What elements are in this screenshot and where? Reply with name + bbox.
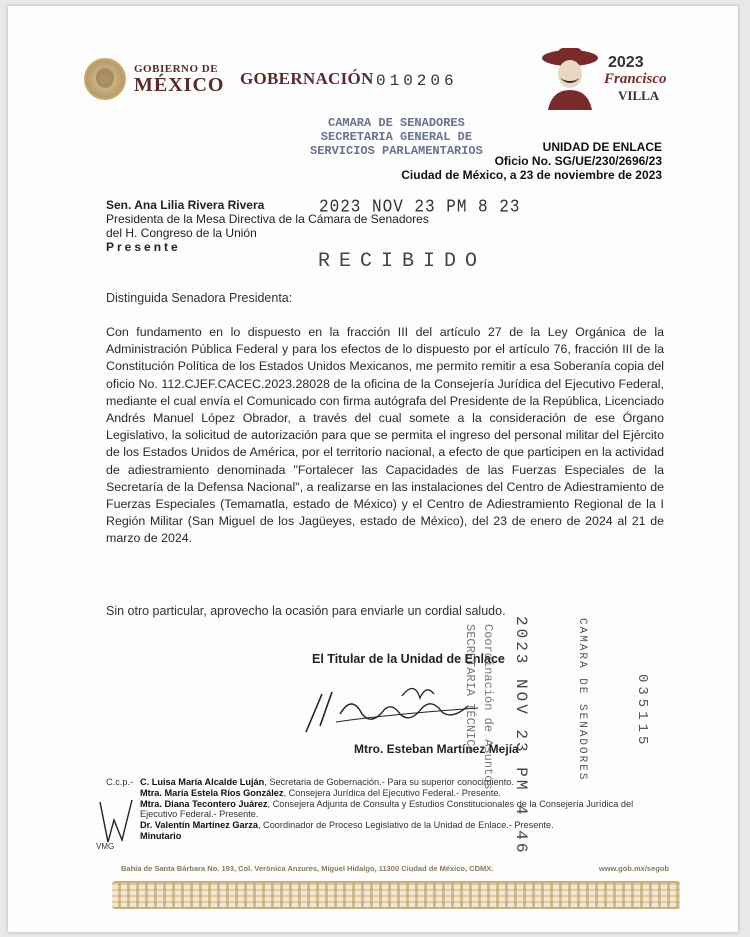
ccp-name: Mtra. Diana Tecontero Juárez: [140, 798, 268, 809]
recipient-name: Sen. Ana Lilia Rivera Rivera: [106, 198, 265, 212]
senate-stamp-line: SERVICIOS PARLAMENTARIOS: [310, 144, 483, 158]
gobierno-mexico-logo: [84, 58, 224, 100]
signer-name: Mtro. Esteban Martínez Mejía: [354, 742, 519, 756]
recipient-org: del H. Congreso de la Unión: [106, 226, 257, 240]
logo-line-small: GOBIERNO DE: [134, 62, 219, 75]
footer: [121, 864, 669, 873]
body-paragraph: Con fundamento en lo dispuesto en la fracción III del artículo 27 de la Ley Orgánica de la Administración Pública Federal y para los efectos de lo dispuesto por el artículo 76, fracción III de la Constitución Política de los Estados Unidos Mexicanos, me permito remitir a esa Soberanía copia del oficio No. 112.CJEF.CACEC.2023.28028 de la oficina de la Consejería Jurídica del Ejecutivo Federal, mediante el cual envía el Comunicado con firma autógrafa del Presidente de la República, Licenciado Andrés Manuel López Obrador, a través del cual somete a la consideración de ese Órgano Legislativo, la solicitud de autorización para que se permita el ingreso del personal militar del Ejército de los Estados Unidos de América, por el territorio nacional, a efecto de que participen en la actividad de adiestramiento denominada "Fortalecer las Capacidades de las Fuerzas Especiales de la Secretaría de la Defensa Nacional", a realizarse en las instalaciones del Centro de Adiestramiento de Fuerzas Especiales (Temamatla, estado de México) y el Centro de Adiestramiento Regional de la I Región Militar (San Miguel de los Jagüeyes, estado de México), del 23 de enero de 2024 al 21 de marzo de 2024.: [106, 325, 664, 546]
signature-title: El Titular de la Unidad de Enlace: [312, 652, 505, 666]
initials-signature: [98, 798, 136, 848]
year-badge: [540, 44, 670, 114]
villa-surname-text: VILLA: [618, 88, 660, 103]
initials-text: VMG: [96, 842, 115, 851]
vertical-stamp-coordinacion: [461, 624, 497, 790]
vertical-senate-stamp: CAMARA DE SENADORES: [576, 618, 588, 782]
received-date-stamp: 2023 NOV 23 PM 8 23: [319, 196, 521, 218]
vertical-stamp-line: Coordinación de Asuntos: [481, 624, 495, 790]
vertical-stamp-line: SECRETARIA TÉCNICA: [463, 624, 477, 754]
reference-block: [401, 140, 662, 182]
year-text: 2023: [608, 54, 644, 71]
place-date: Ciudad de México, a 23 de noviembre de 2023: [401, 168, 662, 182]
ccp-name: Dr. Valentín Martínez Garza: [140, 820, 258, 831]
ccp-text: , Coordinador de Proceso Legislativo de la Unidad de Enlace.- Presente.: [257, 820, 554, 831]
oficio-number: Oficio No. SG/UE/230/2696/23: [494, 154, 662, 168]
folio-number: 010206: [376, 72, 458, 90]
recibido-stamp: RECIBIDO: [318, 250, 487, 273]
presente-label: Presente: [106, 240, 181, 254]
unidad-label: UNIDAD DE ENLACE: [542, 140, 662, 154]
ccp-label: C.c.p.-: [106, 777, 134, 787]
ccp-block: [106, 777, 666, 842]
dependency-name: GOBERNACIÓN: [240, 69, 374, 88]
salutation: Distinguida Senadora Presidenta:: [106, 291, 293, 305]
logo-line-big: MÉXICO: [134, 73, 225, 96]
senate-stamp-line: SECRETARIA GENERAL DE: [320, 130, 473, 144]
recipient-role: Presidenta de la Mesa Directiva de la Cámara de Senadores: [106, 212, 429, 226]
senate-stamp-line: CAMARA DE SENADORES: [328, 116, 465, 130]
vertical-date-stamp: 2023 NOV 23 PM 4 46: [512, 616, 530, 856]
vertical-number-stamp: 035115: [634, 674, 650, 749]
villa-portrait-icon: [540, 44, 600, 110]
ccp-name: Minutario: [140, 830, 182, 841]
ccp-text: , Consejera Jurídica del Ejecutivo Federal.- Presente.: [283, 787, 502, 798]
closing-line: Sin otro particular, aprovecho la ocasión para enviarle un cordial saludo.: [106, 604, 506, 618]
footer-web: www.gob.mx/segob: [598, 864, 669, 873]
ccp-name: Mtra. María Estela Ríos González: [140, 787, 284, 798]
document-page: [8, 6, 738, 932]
ccp-name: C. Luisa María Alcalde Luján: [140, 777, 265, 787]
national-seal-icon: [84, 58, 126, 100]
ccp-text: , Secretaria de Gobernación.- Para su superior conocimiento.: [264, 777, 514, 787]
villa-name-text: Francisco: [604, 71, 667, 87]
decorative-border-band: [112, 881, 680, 909]
ccp-text: , Consejera Adjunta de Consulta y Estudios Constitucionales de la Consejería Jurídica del Ejecutivo Federal.- Presente.: [140, 798, 634, 820]
footer-address: Bahía de Santa Bárbara No. 193, Col. Verónica Anzures, Miguel Hidalgo, 11300 Ciudad de México, CDMX.: [121, 864, 494, 873]
